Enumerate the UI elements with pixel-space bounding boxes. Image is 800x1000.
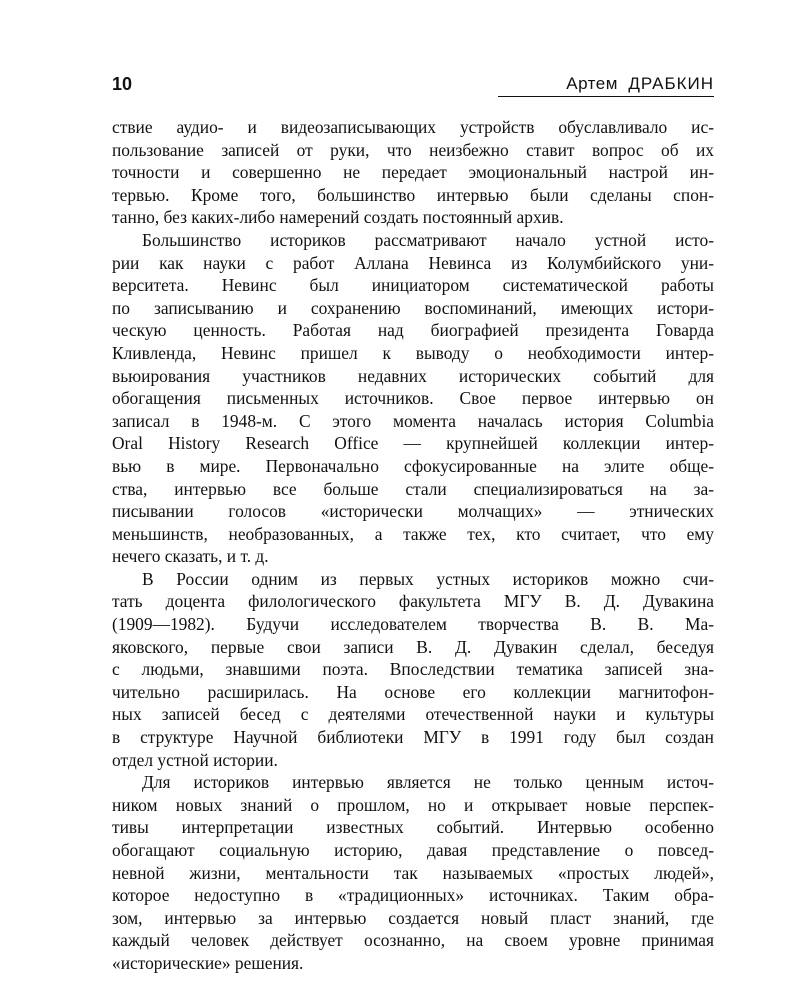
text-line: ником новых знаний о прошлом, но и открывает новые перспек- [112,794,714,815]
text-line: яковского, первые свои записи В. Д. Дувакин сделал, беседуя [112,636,714,657]
text-line: ческую ценность. Работая над биографией президента Говарда [112,320,714,341]
text-line: которое недоступно в «традиционных» источниках. Таким обра- [112,885,714,906]
text-line: вью в мире. Первоначально сфокусированные на элите обще- [112,455,714,476]
text-line: тервью. Кроме того, большинство интервью были сделаны спон- [112,184,714,205]
paragraph-4 [112,771,714,974]
text-line: невной жизни, ментальности так называемых «простых людей», [112,862,714,883]
text-line: Большинство историков рассматривают начало устной исто- [142,229,714,250]
text-line: рии как науки с работ Аллана Невинса из Колумбийского уни- [112,252,714,273]
page-header [112,72,714,98]
page-number: 10 [112,74,133,94]
text-line: верситета. Невинс был инициатором систематической работы [112,275,714,296]
text-line: ства, интервью все больше стали специализироваться на за- [112,478,714,499]
text-line: (1909—1982). Будучи исследователем творчества В. В. Ма- [112,614,714,635]
text-line: танно, без каких-либо намерений создать постоянный архив. [112,207,564,228]
text-line: зом, интервью за интервью создается новый пласт знаний, где [112,907,714,928]
text-line: тать доцента филологического факультета МГУ В. Д. Дувакина [112,591,714,612]
text-line: каждый человек действует осознанно, на своем уровне принимая [112,930,714,951]
text-line: по записыванию и сохранению воспоминаний, имеющих истори- [112,297,714,318]
paragraph-3 [112,568,714,771]
text-line: записал в 1948-м. С этого момента началась история Columbia [112,410,714,431]
header-rule [498,96,714,97]
author-surname: ДРАБКИН [628,74,714,93]
text-line: вьюирования участников недавних исторических событий для [112,365,714,386]
text-line: отдел устной истории. [112,749,278,770]
text-line: тивы интерпретации известных событий. Интервью особенно [112,817,714,838]
body-text [112,116,714,975]
text-line: меньшинств, необразованных, а также тех, кто считает, что ему [112,523,714,544]
paragraph-1 [112,116,714,229]
text-line: ствие аудио- и видеозаписывающих устройств обуславливало ис- [112,117,714,137]
text-line: в структуре Научной библиотеки МГУ в 1991 году был создан [112,727,714,748]
text-line: ных записей бесед с деятелями отечественной науки и культуры [112,704,714,725]
text-line: Oral History Research Office — крупнейшей коллекции интер- [112,433,714,454]
text-line: писывании голосов «исторически молчащих» — этнических [112,501,714,522]
paragraph-2 [112,229,714,568]
text-line: чительно расширилась. На основе его коллекции магнитофон- [112,681,714,702]
text-line: Кливленда, Невинс пришел к выводу о необходимости интер- [112,342,714,363]
text-line: точности и совершенно не передает эмоциональный настрой ин- [112,162,714,183]
text-line: обогащения письменных источников. Свое первое интервью он [112,388,714,409]
text-line: Для историков интервью является не только ценным источ- [142,772,714,793]
text-line: пользование записей от руки, что неизбежно ставит вопрос об их [112,139,714,160]
text-line: нечего сказать, и т. д. [112,546,269,567]
text-line: В России одним из первых устных историков можно счи- [142,568,714,589]
running-head [566,74,714,94]
author-first-name: Артем [566,74,618,93]
text-line: с людьми, знавшими поэта. Впоследствии тематика записей зна- [112,659,714,680]
text-line: «исторические» решения. [112,952,304,973]
text-line: обогащают социальную историю, давая представление о повсед- [112,840,714,860]
